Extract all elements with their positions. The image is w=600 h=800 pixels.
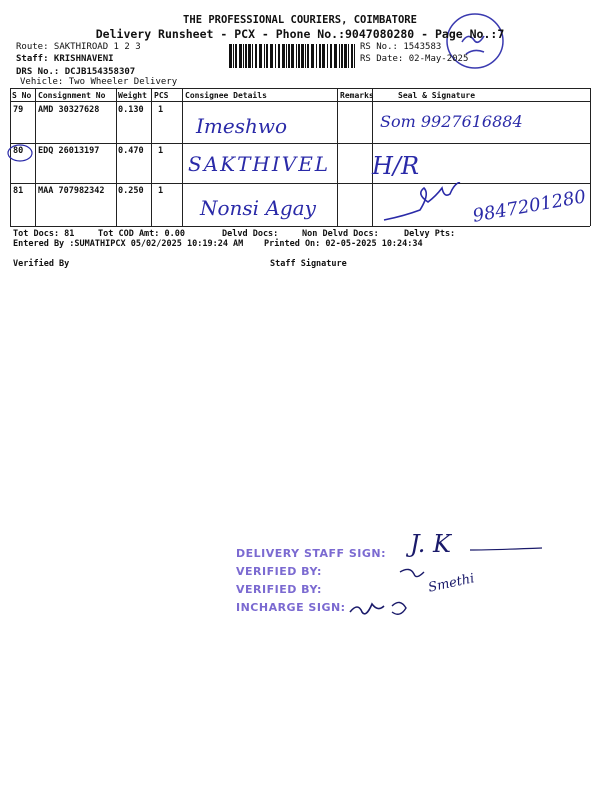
tot-docs: Tot Docs: 81 <box>13 229 75 239</box>
col-header-signature: Seal & Signature <box>398 91 476 100</box>
runsheet-title: Delivery Runsheet - PCX - Phone No.:9047080280 - Page No.:7 <box>95 27 505 41</box>
route-label: Route: SAKTHIROAD 1 2 3 <box>16 42 141 52</box>
table-row-1-sno: 79 <box>13 105 24 115</box>
table-row-1-weight: 0.130 <box>118 105 144 115</box>
stamp-signature-3: Smethi <box>426 571 476 596</box>
table-row-3-signature: 9847201280 <box>471 186 588 227</box>
tot-cod-amt: Tot COD Amt: 0.00 <box>98 229 185 239</box>
printed-on: Printed On: 02-05-2025 10:24:34 <box>264 239 423 249</box>
table-row-1-pcs: 1 <box>158 105 164 115</box>
non-delvd-docs: Non Delvd Docs: <box>302 229 379 239</box>
table-row-2-sno: 80 <box>13 146 24 156</box>
staff-label: Staff: KRISHNAVENI <box>16 54 114 64</box>
verified-by-label: Verified By <box>13 259 70 269</box>
delvd-docs: Delvd Docs: <box>222 229 279 239</box>
table-row-2-pcs: 1 <box>158 146 164 156</box>
col-header-consignment: Consignment No <box>38 91 106 100</box>
stamp-delivery-staff-sign: DELIVERY STAFF SIGN: <box>236 547 387 560</box>
col-header-remarks: Remarks <box>340 91 374 100</box>
table-row-1-signature: Som 9927616884 <box>380 112 523 131</box>
col-header-weight: Weight <box>118 91 147 100</box>
delvy-pts: Delvy Pts: <box>404 229 456 239</box>
table-row-2-weight: 0.470 <box>118 146 144 156</box>
stamp-signature-1: J. K <box>410 530 451 558</box>
drs-label: DRS No.: DCJB154358307 <box>16 67 136 77</box>
table-row-2-consignment: EDQ 26013197 <box>38 146 100 156</box>
rs-date: RS Date: 02-May-2025 <box>360 54 469 64</box>
staff-signature-label: Staff Signature <box>270 259 347 269</box>
table-row-3-consignee: Nonsi Agay <box>200 196 316 220</box>
table-row-2-remarks: H/R <box>372 152 420 180</box>
stamp-verified-by-1: VERIFIED BY: <box>236 565 322 578</box>
table-row-3-weight: 0.250 <box>118 186 144 196</box>
table-row-3-sno: 81 <box>13 186 24 196</box>
table-row-1-consignee: Imeshwo <box>196 114 288 138</box>
table-row-1-consignment: AMD 30327628 <box>38 105 100 115</box>
table-row-3-consignment: MAA 707982342 <box>38 186 105 196</box>
barcode-image <box>229 44 355 68</box>
rs-number: RS No.: 1543583 <box>360 42 442 52</box>
table-row-3-pcs: 1 <box>158 186 164 196</box>
col-header-sno: S No <box>12 91 32 100</box>
stamp-verified-by-2: VERIFIED BY: <box>236 583 322 596</box>
vehicle-label: Vehicle: Two Wheeler Delivery <box>20 77 178 87</box>
company-title: THE PROFESSIONAL COURIERS, COIMBATORE <box>183 14 417 26</box>
verification-stamp <box>236 545 436 617</box>
col-header-pcs: PCS <box>154 91 169 100</box>
stamp-incharge-sign: INCHARGE SIGN: <box>236 601 346 614</box>
row-3-signature-scribble <box>380 182 480 226</box>
table-row-2-consignee: SAKTHIVEL <box>188 152 331 176</box>
entered-by: Entered By :SUMATHIPCX 05/02/2025 10:19:24 AM <box>13 239 244 249</box>
col-header-consignee: Consignee Details <box>185 91 267 100</box>
